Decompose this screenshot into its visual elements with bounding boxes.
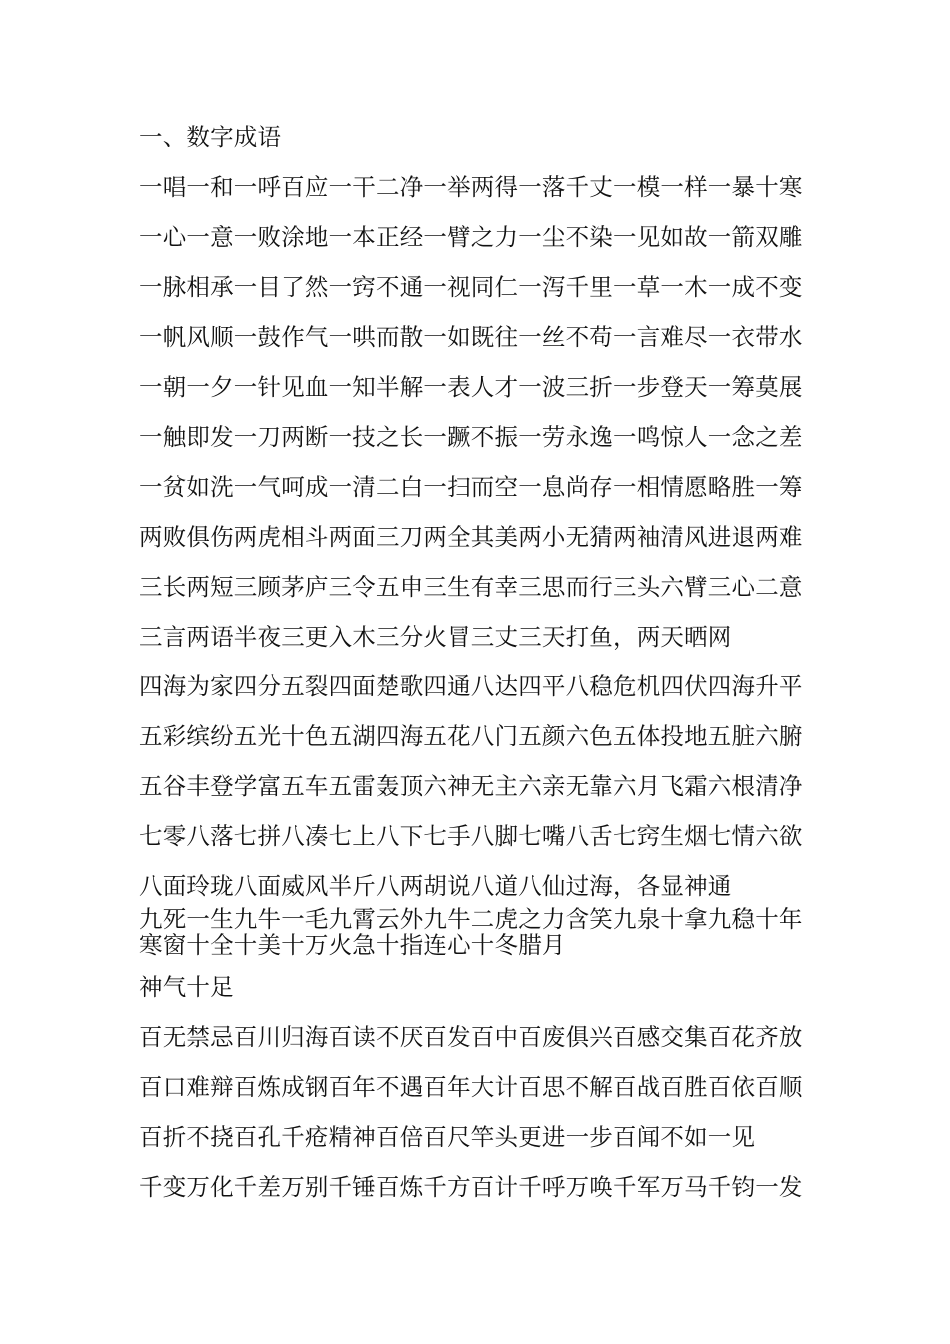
idiom-line-8: 两败俱伤两虎相斗两面三刀两全其美两小无猜两袖清风进退两难 — [139, 523, 803, 551]
idiom-line-20: 百口难辩百炼成钢百年不遇百年大计百思不解百战百胜百依百顺 — [139, 1073, 803, 1101]
idiom-line-13: 五谷丰登学富五车五雷轰顶六神无主六亲无靠六月飞霜六根清净 — [139, 772, 803, 800]
idiom-line-10: 三言两语半夜三更入木三分火冒三丈三天打鱼，两天晒网 — [139, 623, 732, 651]
idiom-line-3: 一脉相承一目了然一窍不通一视同仁一泻千里一草一木一成不变 — [139, 273, 803, 301]
idiom-line-5: 一朝一夕一针见血一知半解一表人才一波三折一步登天一筹莫展 — [139, 373, 803, 401]
idiom-line-7: 一贫如洗一气呵成一清二白一扫而空一息尚存一相情愿略胜一筹 — [139, 473, 803, 501]
idiom-line-19: 百无禁忌百川归海百读不厌百发百中百废俱兴百感交集百花齐放 — [139, 1023, 803, 1051]
idiom-line-4: 一帆风顺一鼓作气一哄而散一如既往一丝不苟一言难尽一衣带水 — [139, 323, 803, 351]
idiom-line-22: 千变万化千差万别千锤百炼千方百计千呼万唤千军万马千钧一发 — [139, 1173, 803, 1201]
idiom-line-1: 一唱一和一呼百应一干二净一举两得一落千丈一模一样一暴十寒 — [139, 173, 803, 201]
idiom-line-9: 三长两短三顾茅庐三令五申三生有幸三思而行三头六臂三心二意 — [139, 573, 803, 601]
idiom-line-14: 七零八落七拼八凑七上八下七手八脚七嘴八舌七窍生烟七情六欲 — [139, 822, 803, 850]
idiom-line-21: 百折不挠百孔千疮精神百倍百尺竿头更进一步百闻不如一见 — [139, 1123, 756, 1151]
idiom-line-18: 神气十足 — [139, 973, 234, 1001]
idiom-line-2: 一心一意一败涂地一本正经一臂之力一尘不染一见如故一箭双雕 — [139, 223, 803, 251]
idiom-line-12: 五彩缤纷五光十色五湖四海五花八门五颜六色五体投地五脏六腑 — [139, 722, 803, 750]
idiom-line-6: 一触即发一刀两断一技之长一蹶不振一劳永逸一鸣惊人一念之差 — [139, 423, 803, 451]
section-heading: 一、数字成语 — [139, 123, 282, 151]
idiom-line-11: 四海为家四分五裂四面楚歌四通八达四平八稳危机四伏四海升平 — [139, 672, 803, 700]
idiom-line-15: 八面玲珑八面威风半斤八两胡说八道八仙过海，各显神通 — [139, 872, 732, 900]
idiom-line-17: 寒窗十全十美十万火急十指连心十冬腊月 — [139, 931, 566, 959]
idiom-line-16: 九死一生九牛一毛九霄云外九牛二虎之力含笑九泉十拿九稳十年 — [139, 905, 803, 933]
